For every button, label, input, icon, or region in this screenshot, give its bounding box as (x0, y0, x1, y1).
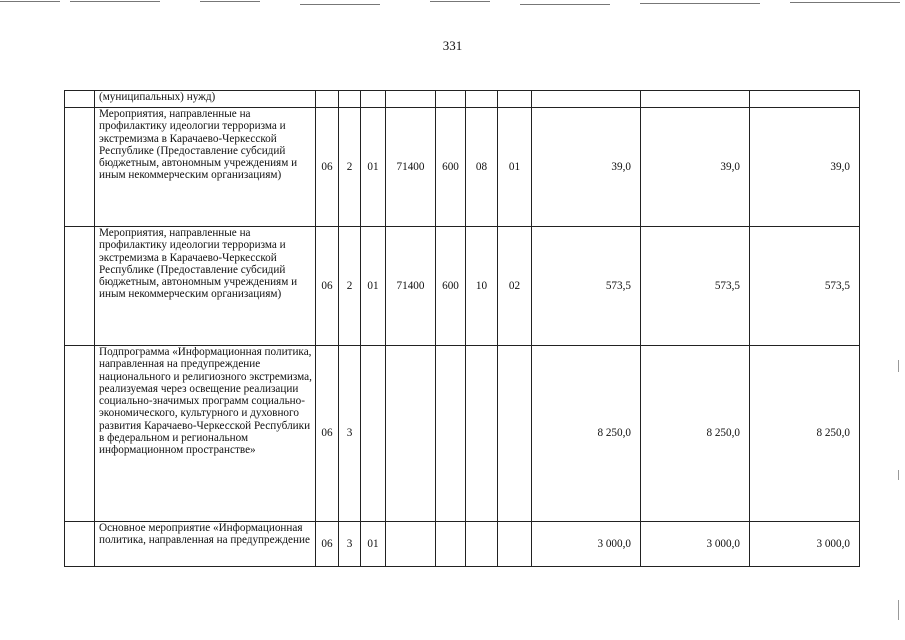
expense-type-code-cell: 600 (436, 108, 466, 227)
subsection-code-cell (498, 346, 532, 522)
scan-edge-line (200, 1, 260, 2)
scan-edge-line (640, 3, 760, 4)
budget-table (64, 90, 860, 567)
scan-edge-mark (898, 470, 899, 480)
page-number: 331 (442, 38, 463, 53)
chapter-code-cell (466, 346, 498, 522)
amount-year-1-cell (532, 91, 641, 108)
subsection-code-cell: 02 (498, 227, 532, 346)
item-name-cell: Мероприятия, направленные на профилактику идеологии терроризма и экстремизма в Карачаево-Черкесской Республике (Предоставление субсидий бюджетным, автономным учреждениям и иным некоммерческим организациям) (95, 108, 316, 227)
scan-edge-line (430, 1, 490, 2)
section-code-cell: 06 (316, 227, 339, 346)
row-number-cell (65, 227, 95, 346)
amount-year-2-cell (641, 91, 750, 108)
scan-edge-line (790, 2, 900, 3)
event-code-cell: 01 (361, 227, 386, 346)
amount-year-2-cell: 3 000,0 (641, 522, 750, 567)
scan-edge-line (300, 4, 380, 5)
subprogram-code-cell (339, 91, 361, 108)
chapter-code-cell: 10 (466, 227, 498, 346)
amount-year-2-cell: 8 250,0 (641, 346, 750, 522)
amount-year-2-cell: 573,5 (641, 227, 750, 346)
subprogram-code-cell: 2 (339, 227, 361, 346)
chapter-code-cell: 08 (466, 108, 498, 227)
amount-year-3-cell: 573,5 (750, 227, 860, 346)
chapter-code-cell (466, 522, 498, 567)
direction-code-cell: 71400 (386, 227, 436, 346)
subprogram-code-cell: 3 (339, 522, 361, 567)
table-row (65, 227, 860, 346)
table-row (65, 346, 860, 522)
row-number-cell (65, 108, 95, 227)
row-number-cell (65, 522, 95, 567)
subprogram-code-cell: 2 (339, 108, 361, 227)
table-row (65, 91, 860, 108)
row-number-cell (65, 91, 95, 108)
event-code-cell (361, 346, 386, 522)
amount-year-1-cell: 573,5 (532, 227, 641, 346)
amount-year-3-cell: 3 000,0 (750, 522, 860, 567)
amount-year-1-cell: 39,0 (532, 108, 641, 227)
event-code-cell (361, 91, 386, 108)
section-code-cell: 06 (316, 522, 339, 567)
section-code-cell: 06 (316, 346, 339, 522)
chapter-code-cell (466, 91, 498, 108)
expense-type-code-cell (436, 91, 466, 108)
item-name-cell: Мероприятия, направленные на профилактику идеологии терроризма и экстремизма в Карачаево-Черкесской Республике (Предоставление субсидий бюджетным, автономным учреждениям и иным некоммерческим организациям) (95, 227, 316, 346)
amount-year-3-cell: 39,0 (750, 108, 860, 227)
item-name-cell: Подпрограмма «Информационная политика, направленная на предупреждение национального и религиозного экстремизма, реализуемая через освещение реализации социально-значимых программ социально-экономического, культурного и духовного развития Карачаево-Черкесской Республики в федеральном и региональном информационном пространстве» (95, 346, 316, 522)
amount-year-3-cell (750, 91, 860, 108)
expense-type-code-cell: 600 (436, 227, 466, 346)
amount-year-3-cell: 8 250,0 (750, 346, 860, 522)
subprogram-code-cell: 3 (339, 346, 361, 522)
scan-edge-line (70, 1, 160, 2)
event-code-cell: 01 (361, 522, 386, 567)
direction-code-cell: 71400 (386, 108, 436, 227)
item-name-cell: Основное мероприятие «Информационная политика, направленная на предупреждение (95, 522, 316, 567)
direction-code-cell (386, 522, 436, 567)
scan-edge-line (0, 1, 60, 2)
expense-type-code-cell (436, 346, 466, 522)
amount-year-1-cell: 8 250,0 (532, 346, 641, 522)
direction-code-cell (386, 346, 436, 522)
table-row (65, 108, 860, 227)
section-code-cell (316, 91, 339, 108)
amount-year-1-cell: 3 000,0 (532, 522, 641, 567)
scan-edge-mark (898, 600, 899, 620)
scan-edge-line (520, 4, 610, 5)
event-code-cell: 01 (361, 108, 386, 227)
subsection-code-cell (498, 91, 532, 108)
table-row (65, 522, 860, 567)
expense-type-code-cell (436, 522, 466, 567)
subsection-code-cell (498, 522, 532, 567)
amount-year-2-cell: 39,0 (641, 108, 750, 227)
budget-table-container (64, 90, 860, 567)
scan-edge-mark (898, 360, 899, 372)
direction-code-cell (386, 91, 436, 108)
subsection-code-cell: 01 (498, 108, 532, 227)
row-number-cell (65, 346, 95, 522)
section-code-cell: 06 (316, 108, 339, 227)
item-name-cell: (муниципальных) нужд) (95, 91, 316, 108)
